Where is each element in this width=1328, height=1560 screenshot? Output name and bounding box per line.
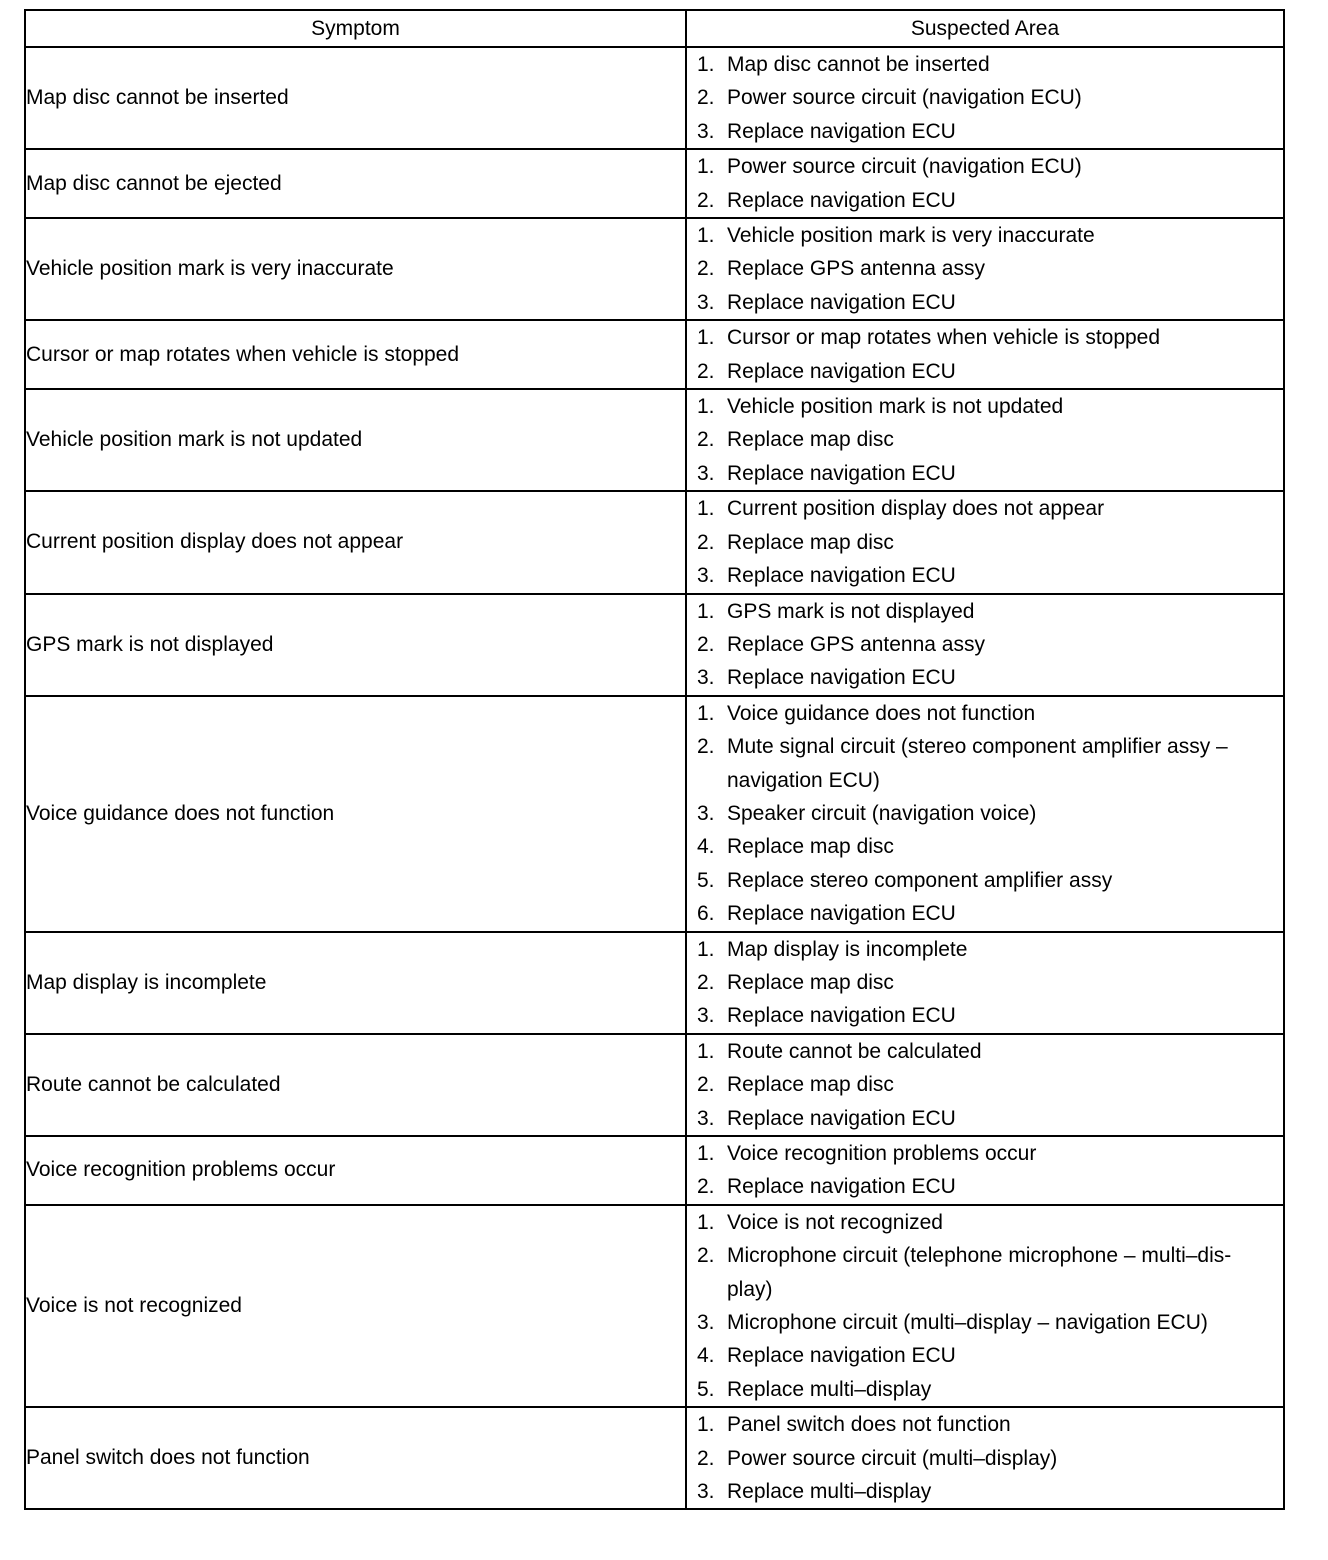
suspected-area-list: [687, 390, 1283, 490]
suspected-area-item: [687, 830, 1283, 863]
item-number: 3.: [697, 564, 715, 588]
symptom-cell: Vehicle position mark is not updated: [25, 389, 686, 491]
suspected-area-item: [687, 1339, 1283, 1372]
item-number: 5.: [697, 1377, 715, 1401]
suspected-area-item: [687, 1373, 1283, 1406]
symptom-table: [24, 9, 1285, 1510]
item-text: Map display is incomplete: [727, 937, 968, 961]
item-number: 1.: [697, 1142, 715, 1165]
suspected-area-cell: [686, 594, 1284, 696]
suspected-area-item: [687, 526, 1283, 559]
suspected-area-item: [687, 1475, 1283, 1508]
suspected-area-item: [687, 661, 1283, 694]
item-number: 2.: [697, 530, 715, 554]
header-row: [25, 10, 1284, 47]
item-text: Replace navigation ECU: [727, 1175, 956, 1199]
item-text: Power source circuit (multi–display): [727, 1446, 1058, 1470]
item-text: Replace multi–display: [727, 1480, 932, 1504]
suspected-area-item: [687, 390, 1283, 423]
item-text: Panel switch does not function: [727, 1413, 1011, 1437]
item-number: 3.: [697, 666, 715, 690]
symptom-cell: Map disc cannot be ejected: [25, 149, 686, 218]
item-number: 3.: [697, 1480, 715, 1504]
suspected-area-item: [687, 797, 1283, 830]
suspected-area-cell: [686, 47, 1284, 149]
suspected-area-item: [687, 1442, 1283, 1475]
item-number: 3.: [697, 290, 715, 314]
item-number: 3.: [697, 1311, 715, 1335]
suspected-area-item: [687, 286, 1283, 319]
item-text: Replace map disc: [727, 835, 894, 859]
suspected-area-list: [687, 1408, 1283, 1508]
suspected-area-cell: [686, 218, 1284, 320]
item-text: Vehicle position mark is not updated: [727, 395, 1064, 419]
suspected-area-item: [687, 595, 1283, 628]
item-number: 2.: [697, 188, 715, 212]
item-number: 2.: [697, 1175, 715, 1199]
item-text: Microphone circuit (multi–display – navigation ECU): [727, 1311, 1208, 1335]
suspected-area-item: [687, 966, 1283, 999]
item-number: 1.: [697, 395, 715, 419]
suspected-area-item: [687, 423, 1283, 456]
symptom-cell: Panel switch does not function: [25, 1407, 686, 1509]
suspected-area-item: [687, 1102, 1283, 1135]
suspected-area-list: [687, 48, 1283, 148]
item-number: 1.: [697, 326, 715, 350]
item-text: Replace GPS antenna assy: [727, 257, 985, 281]
item-text: Replace multi–display: [727, 1377, 932, 1401]
item-number: 1.: [697, 701, 715, 725]
suspected-area-list: [687, 321, 1283, 388]
suspected-area-cell: [686, 932, 1284, 1034]
item-text: Cursor or map rotates when vehicle is stopped: [727, 326, 1161, 350]
suspected-area-item: [687, 628, 1283, 661]
suspected-area-item: [687, 492, 1283, 525]
item-number: 1.: [697, 599, 715, 623]
item-number: 5.: [697, 868, 715, 892]
item-text: Replace map disc: [727, 530, 894, 554]
symptom-cell: Map disc cannot be inserted: [25, 47, 686, 149]
table-row: [25, 320, 1284, 389]
item-number: 2.: [697, 1244, 715, 1268]
suspected-area-item: [687, 999, 1283, 1032]
item-number: 3.: [697, 1004, 715, 1028]
suspected-area-item: [687, 115, 1283, 148]
item-number: 2.: [697, 86, 715, 110]
suspected-area-list: [687, 933, 1283, 1033]
item-text: Vehicle position mark is very inaccurate: [727, 224, 1095, 248]
table-row: [25, 389, 1284, 491]
suspected-area-list: [687, 697, 1283, 931]
item-number: 2.: [697, 359, 715, 383]
suspected-area-item: [687, 252, 1283, 285]
item-text: Replace navigation ECU: [727, 1106, 956, 1130]
symptom-cell: Voice is not recognized: [25, 1205, 686, 1407]
table-row: [25, 1407, 1284, 1509]
symptom-cell: Voice guidance does not function: [25, 696, 686, 932]
symptom-cell: Current position display does not appear: [25, 491, 686, 593]
item-number: 4.: [697, 1344, 715, 1368]
item-number: 3.: [697, 801, 715, 825]
suspected-area-item: [687, 897, 1283, 930]
item-number: 2.: [697, 970, 715, 994]
item-number: 1.: [697, 155, 715, 179]
suspected-area-item: [687, 184, 1283, 217]
suspected-area-cell: [686, 696, 1284, 932]
item-text: Replace navigation ECU: [727, 1004, 956, 1028]
table-row: [25, 1136, 1284, 1205]
suspected-area-cell: [686, 1407, 1284, 1509]
suspected-area-item: [687, 1068, 1283, 1101]
item-number: 1.: [697, 1210, 715, 1234]
item-number: 2.: [697, 1446, 715, 1470]
item-text: Replace navigation ECU: [727, 666, 956, 690]
table-row: [25, 1205, 1284, 1407]
symptom-cell: GPS mark is not displayed: [25, 594, 686, 696]
item-text: Replace navigation ECU: [727, 1344, 956, 1368]
table-row: [25, 218, 1284, 320]
item-text: Replace navigation ECU: [727, 188, 956, 212]
suspected-area-item: [687, 1408, 1283, 1441]
suspected-area-item: [687, 1137, 1283, 1170]
item-text: Replace GPS antenna assy: [727, 632, 985, 656]
item-number: 1.: [697, 937, 715, 961]
suspected-area-header: Suspected Area: [686, 10, 1284, 47]
suspected-area-item: [687, 219, 1283, 252]
suspected-area-item: [687, 1306, 1283, 1339]
suspected-area-item: [687, 457, 1283, 490]
item-text: Replace map disc: [727, 1073, 894, 1097]
item-number: 2.: [697, 1073, 715, 1097]
suspected-area-item: [687, 81, 1283, 114]
suspected-area-item: [687, 150, 1283, 183]
suspected-area-cell: [686, 1205, 1284, 1407]
symptom-cell: Route cannot be calculated: [25, 1034, 686, 1136]
item-number: 3.: [697, 119, 715, 143]
suspected-area-item: [687, 697, 1283, 730]
suspected-area-item: [687, 864, 1283, 897]
item-text: Voice guidance does not function: [727, 701, 1036, 725]
suspected-area-item: [687, 321, 1283, 354]
item-text: Replace map disc: [727, 970, 894, 994]
suspected-area-list: [687, 1137, 1283, 1204]
item-number: 2.: [697, 428, 715, 452]
item-text: Voice is not recognized: [727, 1210, 943, 1234]
suspected-area-item: [687, 559, 1283, 592]
table-row: [25, 47, 1284, 149]
item-number: 1.: [697, 53, 715, 76]
item-number: 2.: [697, 632, 715, 656]
item-text: Route cannot be calculated: [727, 1039, 982, 1063]
item-text: Microphone circuit (telephone microphone – multi–dis-play): [727, 1244, 1232, 1301]
item-number: 1.: [697, 1413, 715, 1437]
item-text: Current position display does not appear: [727, 497, 1105, 521]
item-text: Power source circuit (navigation ECU): [727, 155, 1082, 179]
item-number: 2.: [697, 257, 715, 281]
table-row: [25, 491, 1284, 593]
table-row: [25, 932, 1284, 1034]
item-number: 1.: [697, 224, 715, 248]
suspected-area-list: [687, 1035, 1283, 1135]
suspected-area-cell: [686, 389, 1284, 491]
item-text: Replace navigation ECU: [727, 902, 956, 926]
suspected-area-cell: [686, 149, 1284, 218]
item-text: Replace stereo component amplifier assy: [727, 868, 1113, 892]
item-number: 2.: [697, 735, 715, 759]
item-text: Replace navigation ECU: [727, 359, 956, 383]
item-text: Replace navigation ECU: [727, 461, 956, 485]
suspected-area-item: [687, 1035, 1283, 1068]
item-text: Power source circuit (navigation ECU): [727, 86, 1082, 110]
item-text: Replace navigation ECU: [727, 290, 956, 314]
suspected-area-list: [687, 150, 1283, 217]
item-text: Replace navigation ECU: [727, 564, 956, 588]
table-row: [25, 1034, 1284, 1136]
table-row: [25, 696, 1284, 932]
suspected-area-cell: [686, 1034, 1284, 1136]
item-number: 3.: [697, 461, 715, 485]
item-text: Voice recognition problems occur: [727, 1142, 1037, 1165]
suspected-area-item: [687, 933, 1283, 966]
item-text: Replace navigation ECU: [727, 119, 956, 143]
item-text: GPS mark is not displayed: [727, 599, 975, 623]
suspected-area-list: [687, 595, 1283, 695]
suspected-area-cell: [686, 320, 1284, 389]
item-number: 3.: [697, 1106, 715, 1130]
item-text: Speaker circuit (navigation voice): [727, 801, 1037, 825]
symptom-cell: Cursor or map rotates when vehicle is stopped: [25, 320, 686, 389]
item-text: Mute signal circuit (stereo component amplifier assy – navigation ECU): [727, 735, 1228, 792]
suspected-area-item: [687, 730, 1283, 797]
suspected-area-list: [687, 492, 1283, 592]
suspected-area-cell: [686, 491, 1284, 593]
suspected-area-cell: [686, 1136, 1284, 1205]
item-text: Replace map disc: [727, 428, 894, 452]
suspected-area-item: [687, 355, 1283, 388]
symptom-cell: Voice recognition problems occur: [25, 1136, 686, 1205]
symptom-cell: Map display is incomplete: [25, 932, 686, 1034]
item-text: Map disc cannot be inserted: [727, 53, 990, 76]
item-number: 6.: [697, 902, 715, 926]
symptom-cell: Vehicle position mark is very inaccurate: [25, 218, 686, 320]
suspected-area-list: [687, 219, 1283, 319]
item-number: 1.: [697, 1039, 715, 1063]
item-number: 1.: [697, 497, 715, 521]
suspected-area-list: [687, 1206, 1283, 1406]
table-body: [25, 47, 1284, 1509]
suspected-area-item: [687, 48, 1283, 81]
item-number: 4.: [697, 835, 715, 859]
symptom-header: Symptom: [25, 10, 686, 47]
suspected-area-item: [687, 1206, 1283, 1239]
suspected-area-item: [687, 1170, 1283, 1203]
table-row: [25, 594, 1284, 696]
suspected-area-item: [687, 1239, 1283, 1306]
table-row: [25, 149, 1284, 218]
